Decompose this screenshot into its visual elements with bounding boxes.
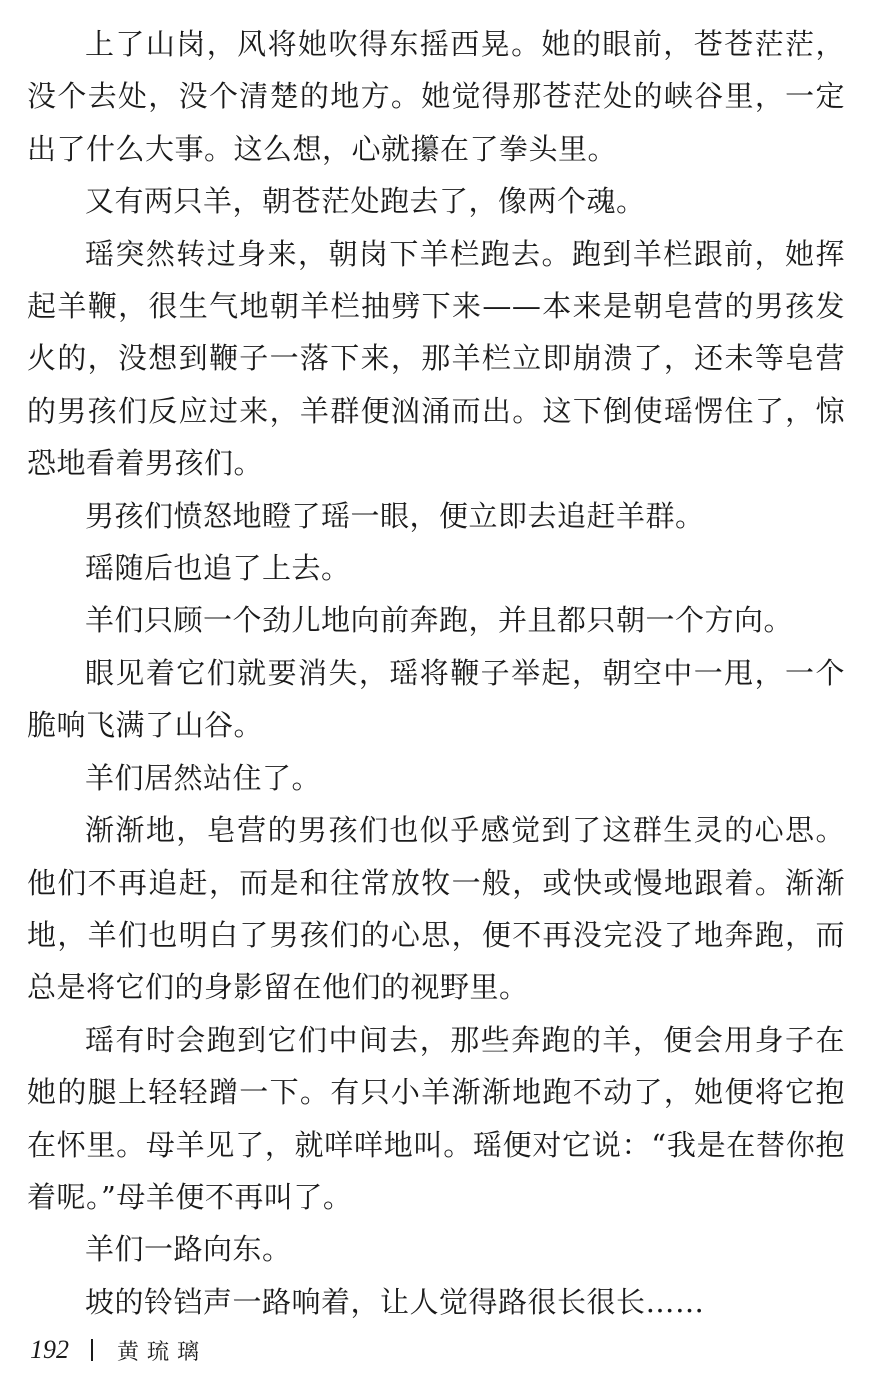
paragraph: 又有两只羊，朝苍茫处跑去了，像两个魂。 bbox=[85, 184, 646, 219]
paragraph: 坡的铃铛声一路响着，让人觉得路很长很长…… bbox=[85, 1284, 705, 1319]
paragraph: 眼见着它们就要消失，瑶将鞭子举起，朝空中一甩，一个脆响飞满了山谷。 bbox=[27, 655, 845, 743]
paragraph: 羊们只顾一个劲儿地向前奔跑，并且都只朝一个方向。 bbox=[85, 603, 794, 638]
page-number: 192 bbox=[30, 1335, 69, 1364]
paragraph: 渐渐地，皂营的男孩们也似乎感觉到了这群生灵的心思。他们不再追赶，而是和往常放牧一般，或快或慢地跟着。渐渐地，羊们也明白了男孩们的心思，便不再没完没了地奔跑，而总是将它们的身影留在他们的视野里。 bbox=[27, 813, 845, 1005]
paragraph: 男孩们愤怒地瞪了瑶一眼，便立即去追赶羊群。 bbox=[85, 498, 705, 533]
paragraph: 瑶突然转过身来，朝岗下羊栏跑去。跑到羊栏跟前，她挥起羊鞭，很生气地朝羊栏抽劈下来——本来是朝皂营的男孩发火的，没想到鞭子一落下来，那羊栏立即崩溃了，还未等皂营的男孩们反应过来，羊群便汹涌而出。这下倒使瑶愣住了，惊恐地看着男孩们。 bbox=[27, 236, 845, 481]
paragraph: 瑶随后也追了上去。 bbox=[85, 551, 351, 586]
paragraph: 瑶有时会跑到它们中间去，那些奔跑的羊，便会用身子在她的腿上轻轻蹭一下。有只小羊渐渐地跑不动了，她便将它抱在怀里。母羊见了，就咩咩地叫。瑶便对它说：“我是在替你抱着呢。”母羊便不再叫了。 bbox=[27, 1022, 845, 1214]
paragraph: 羊们居然站住了。 bbox=[85, 760, 322, 795]
author-name: 黄琉璃 bbox=[117, 1339, 208, 1365]
footer-divider bbox=[91, 1339, 93, 1361]
page-footer bbox=[30, 1330, 207, 1370]
body-text bbox=[27, 18, 845, 1328]
paragraph: 羊们一路向东。 bbox=[85, 1232, 292, 1267]
paragraph: 上了山岗，风将她吹得东摇西晃。她的眼前，苍苍茫茫，没个去处，没个清楚的地方。她觉得那苍茫处的峡谷里，一定出了什么大事。这么想，心就攥在了拳头里。 bbox=[27, 27, 845, 166]
